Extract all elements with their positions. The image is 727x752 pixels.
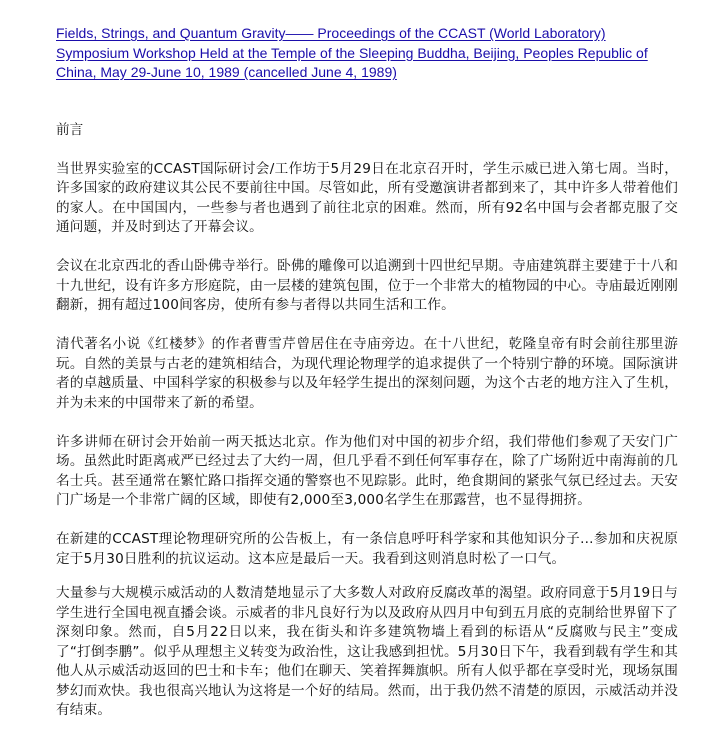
- paragraph: 会议在北京西北的香山卧佛寺举行。卧佛的雕像可以追溯到十四世纪早期。寺庙建筑群主要建于十八和十九世纪，设有许多方形庭院，由一层楼的建筑包围，位于一个非常大的植物园的中心。寺庙最近刚刚翻新，拥有超过100间客房，使所有参与者得以共同生活和工作。: [56, 258, 678, 313]
- paragraph: 大量参与大规模示威活动的人数清楚地显示了大多数人对政府反腐改革的渴望。政府同意于5月19日与学生进行全国电视直播会谈。示威者的非凡良好行为以及政府从四月中旬到五月底的克制给世界留下了深刻印象。然而，自5月22日以来，我在街头和许多建筑物墙上看到的标语从“反腐败与民主”变成了“打倒李鹏”。似乎从理想主义转变为政治性，这让我感到担忧。5月30日下午，我看到载有学生和其他人从示威活动返回的巴士和卡车；他们在聊天、笑着挥舞旗帜。所有人似乎都在享受时光，现场氛围梦幻而欢快。我也很高兴地认为这将是一个好的结局。然而，出于我仍然不清楚的原因，示威活动并没有结束。: [56, 585, 678, 718]
- paragraph: 清代著名小说《红楼梦》的作者曹雪芹曾居住在寺庙旁边。在十八世纪，乾隆皇帝有时会前往那里游玩。自然的美景与古老的建筑相结合，为现代理论物理学的追求提供了一个特别宁静的环境。国际演讲者的卓越质量、中国科学家的积极参与以及年轻学生提出的深刻问题，为这个古老的地方注入了生机，并为未来的中国带来了新的希望。: [56, 336, 678, 411]
- proceedings-title-link[interactable]: Fields, Strings, and Quantum Gravity—— Proceedings of the CCAST (World Laboratory) Symposium Workshop Held at the Temple of the Sleeping Buddha, Beijing, Peoples Republic of China, May 29-June 10, 1989 (cancelled June 4, 1989): [56, 25, 648, 80]
- preface-heading: 前言: [56, 121, 84, 138]
- document-body: [56, 24, 678, 721]
- paragraph: 在新建的CCAST理论物理研究所的公告板上，有一条信息呼吁科学家和其他知识分子...参加和庆祝原定于5月30日胜利的抗议运动。这本应是最后一天。我看到这则消息时松了一口气。: [56, 531, 678, 567]
- paragraph: 许多讲师在研讨会开始前一两天抵达北京。作为他们对中国的初步介绍，我们带他们参观了天安门广场。虽然此时距离戒严已经过去了大约一周，但几乎看不到任何军事存在，除了广场附近中南海前的几名士兵。甚至通常在繁忙路口指挥交通的警察也不见踪影。此时，绝食期间的紧张气氛已经过去。天安门广场是一个非常广阔的区域，即使有2,000至3,000名学生在那露营，也不显得拥挤。: [56, 433, 678, 508]
- paragraph: 当世界实验室的CCAST国际研讨会/工作坊于5月29日在北京召开时，学生示威已进入第七周。当时，许多国家的政府建议其公民不要前往中国。尽管如此，所有受邀演讲者都到来了，其中许多人带着他们的家人。在中国国内，一些参与者也遇到了前往北京的困难。然而，所有92名中国与会者都克服了交通问题，并及时到达了开幕会议。: [56, 160, 678, 235]
